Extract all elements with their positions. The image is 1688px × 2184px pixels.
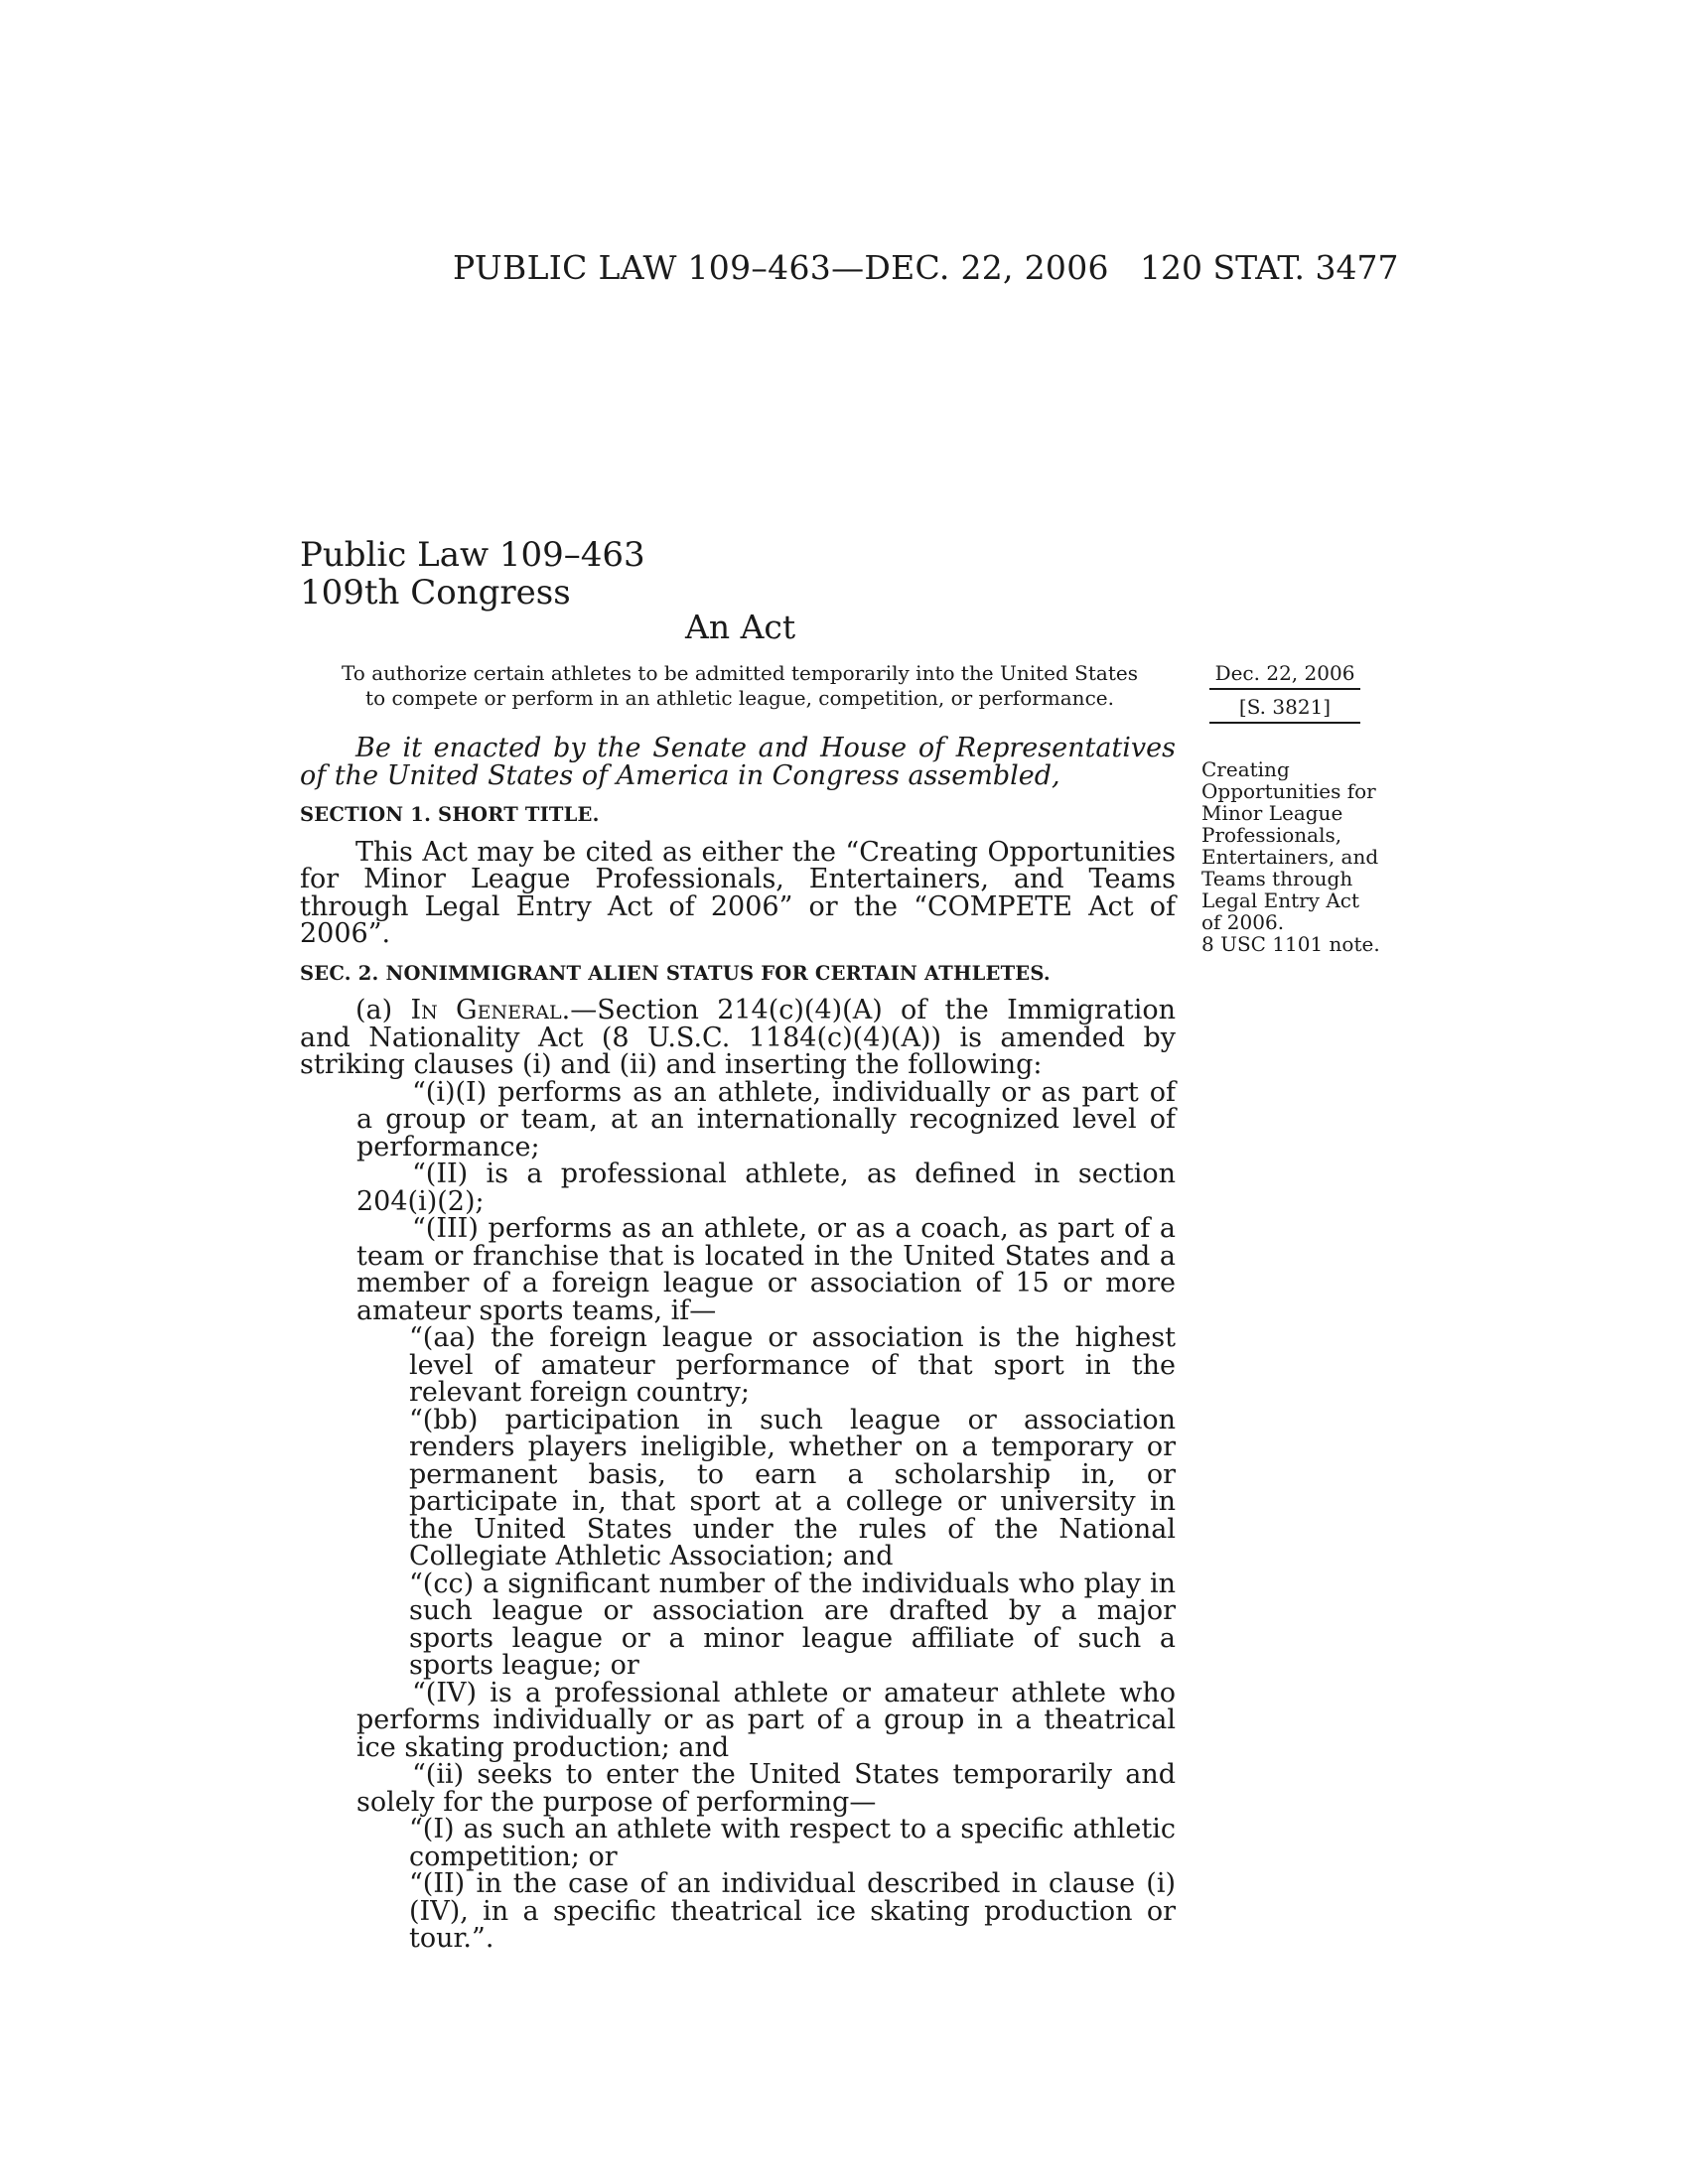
margin-note-line: Opportunities for	[1201, 779, 1376, 803]
margin-note-line: of 2006.	[1201, 910, 1285, 934]
clause-II: “(II) is a professional athlete, as defined in section 204(i)(2);	[356, 1159, 1176, 1217]
margin-note-line: Entertainers, and	[1201, 845, 1379, 869]
clause-i-I: “(i)(I) performs as an athlete, individually or as part of a group or team, at an internationally recognized level of performance;	[356, 1076, 1176, 1162]
running-header: PUBLIC LAW 109–463—DEC. 22, 2006	[453, 248, 1109, 287]
congress-number: 109th Congress	[300, 573, 571, 613]
margin-note	[1201, 758, 1380, 955]
subsection-label: (a)	[355, 995, 411, 1025]
bill-number: [S. 3821]	[1209, 690, 1360, 724]
statute-page-number: 120 STAT. 3477	[1140, 248, 1399, 287]
subsection-caption: In General	[410, 995, 562, 1025]
public-law-number: Public Law 109–463	[300, 535, 645, 575]
subsection-body: .—Section 214(c)(4)(A) of the Immigration and Nationality Act (8 U.S.C. 1184(c)(4)(A)) is amended by striking clauses (i) and (ii) and inserting the following:	[300, 995, 1176, 1080]
item-cc: “(cc) a significant number of the individuals who play in such league or association are drafted by a major sports league or a minor league affiliate of such a sports league; or	[409, 1568, 1176, 1681]
margin-date-block	[1209, 660, 1360, 724]
section-1-text: This Act may be cited as either the “Creating Opportunities for Minor League Professionals, Entertainers, and Teams through Legal Entry Act of 2006” or the “COMPETE Act of 2006”.	[300, 836, 1176, 949]
margin-note-line: 8 USC 1101 note.	[1201, 932, 1380, 956]
act-body	[300, 735, 1176, 1953]
clause-ii: “(ii) seeks to enter the United States temporarily and solely for the purpose of performing—	[356, 1759, 1176, 1818]
clause-ii-I: “(I) as such an athlete with respect to a specific athletic competition; or	[409, 1814, 1176, 1872]
margin-note-line: Legal Entry Act	[1201, 888, 1360, 912]
clause-III: “(III) performs as an athlete, or as a coach, as part of a team or franchise that is located in the United States and a member of a foreign league or association of 15 or more amateur sports teams, if—	[356, 1213, 1176, 1326]
item-aa: “(aa) the foreign league or association is the highest level of amateur performance of that sport in the relevant foreign country;	[409, 1322, 1176, 1408]
clause-IV: “(IV) is a professional athlete or amateur athlete who performs individually or as part of a group in a theatrical ice skating production; and	[356, 1677, 1176, 1763]
enacting-clause: Be it enacted by the Senate and House of Representatives of the United States of America in Congress assembled,	[300, 733, 1176, 791]
margin-note-line: Creating	[1201, 757, 1290, 781]
clause-ii-II: “(II) in the case of an individual described in clause (i)(IV), in a specific theatrical ice skating production or tour.”.	[409, 1868, 1176, 1954]
item-bb: “(bb) participation in such league or association renders players ineligible, whether on a temporary or permanent basis, to earn a scholarship in, or participate in, that sport at a college or university in the United States under the rules of the National Collegiate Athletic Association; and	[409, 1404, 1176, 1571]
enactment-date: Dec. 22, 2006	[1209, 660, 1360, 690]
act-heading: An Act	[685, 608, 796, 646]
margin-note-line: Professionals,	[1201, 823, 1342, 847]
section-1-heading: SECTION 1. SHORT TITLE.	[300, 803, 600, 826]
section-2a-text	[300, 997, 1176, 1079]
margin-note-line: Teams through	[1201, 867, 1353, 890]
section-2-heading: SEC. 2. NONIMMIGRANT ALIEN STATUS FOR CERTAIN ATHLETES.	[300, 961, 1051, 985]
law-title-block	[300, 536, 645, 612]
margin-note-line: Minor League	[1201, 801, 1343, 825]
act-purpose: To authorize certain athletes to be admitted temporarily into the United States to compete or perform in an athletic league, competition, or performance.	[342, 661, 1138, 710]
